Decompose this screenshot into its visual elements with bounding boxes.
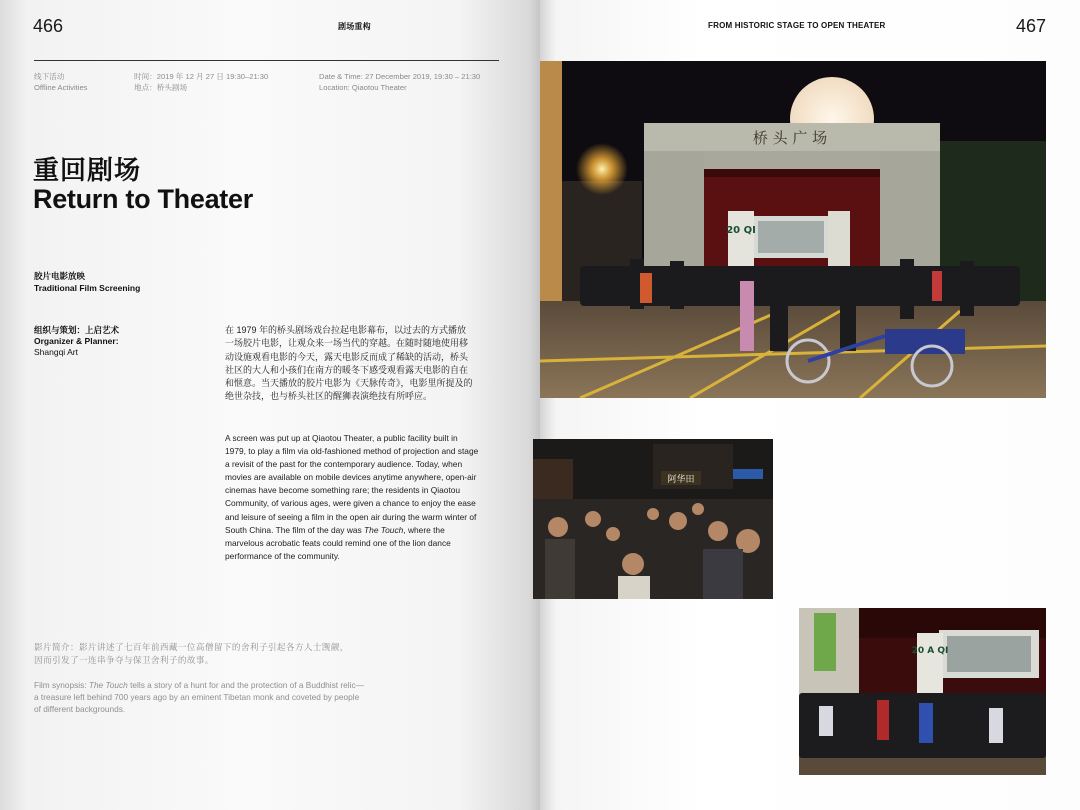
page-title-en: Return to Theater <box>33 184 253 214</box>
subtitle-cn: 胶片电影放映 <box>34 271 86 281</box>
shop-sign: 阿华田 <box>667 475 695 485</box>
category-en: Offline Activities <box>34 83 88 92</box>
page-number-right: 467 <box>1016 16 1047 36</box>
body-en-part-2: , where the marvelous acrobatic feats could remind one of the lion dance performance of the community. <box>225 524 451 561</box>
place-cn: 地点：桥头剧场 <box>134 83 188 92</box>
category-cn: 线下活动 <box>34 72 65 81</box>
banner-text-2: 20 A QI <box>911 646 949 656</box>
film-title: The Touch <box>364 524 404 535</box>
synopsis-label: Film synopsis: <box>34 680 89 690</box>
meta-category <box>34 71 87 93</box>
divider-rule <box>34 60 499 61</box>
synopsis-film-title: The Touch <box>88 680 128 690</box>
synopsis-text: tells a story of a hunt for and the protection of a Buddhist relic—a treasure left behind 700 years ago by an eminent Tibetan monk and coveted by people of different backgrounds. <box>34 680 364 714</box>
date-en: Date & Time: 27 December 2019, 19:30 – 21:30 <box>319 72 481 81</box>
photo-screen-crowd <box>799 608 1046 775</box>
location-en: Location: Qiaotou Theater <box>319 83 407 92</box>
meta-time-en <box>319 71 480 93</box>
subtitle <box>34 270 140 294</box>
synopsis-en <box>34 679 364 715</box>
body-text-en <box>225 432 480 563</box>
photo-audience <box>533 439 773 599</box>
photo-theater-gate <box>540 61 1046 398</box>
body-text-cn: 在 1979 年的桥头剧场戏台拉起电影幕布，以过去的方式播放一场胶片电影，让观众来一场当代的穿越。在随时随地使用移动设施观看电影的今天，露天电影反而成了稀缺的活动，桥头社区的大人和小孩们在南方的暖冬下感受观看露天电影的自在和惬意。当天播放的胶片电影为《天脉传奇》，电影里所提及的绝世杂技，也与桥头社区的醒狮表演绝技有所呼应。 <box>225 325 473 402</box>
banner-text: 20 QI <box>726 225 756 236</box>
organizer-cn: 组织与策划：上启艺术 <box>34 325 120 335</box>
organizer-label-en: Organizer & Planner: <box>34 336 119 346</box>
page-number: 466 <box>33 16 64 36</box>
page-title-cn: 重回剧场 <box>33 155 142 185</box>
meta-time-cn <box>134 71 268 93</box>
synopsis-cn: 影片简介：影片讲述了七百年前西藏一位高僧留下的舍利子引起各方人士觊觎，因而引发了一连串争夺与保卫舍利子的故事。 <box>34 642 349 665</box>
organizer-en: Shangqi Art <box>34 347 78 357</box>
running-head-right: FROM HISTORIC STAGE TO OPEN THEATER <box>708 21 886 30</box>
time-cn: 时间：2019 年 12 月 27 日 19:30–21:30 <box>134 72 269 81</box>
body-en-part-1: A screen was put up at Qiaotou Theater, a public facility built in 1979, to play a film via old-fashioned method of projection and stage a revisit of the past for the contemporary audience. Today, when movies are available on mobile devices anytime anywhere, open-air cinemas have become something rare; the residents in Qiaotou Community, of various ages, were given a chance to enjoy the ease and leisure of seeing a film in the open air during the warm winter of South China. The film of the day was <box>225 433 479 535</box>
running-head: 剧场重构 <box>338 22 371 31</box>
gate-sign: 桥 头 广 场 <box>752 129 828 147</box>
organizer-block <box>34 325 119 358</box>
subtitle-en: Traditional Film Screening <box>34 283 141 293</box>
